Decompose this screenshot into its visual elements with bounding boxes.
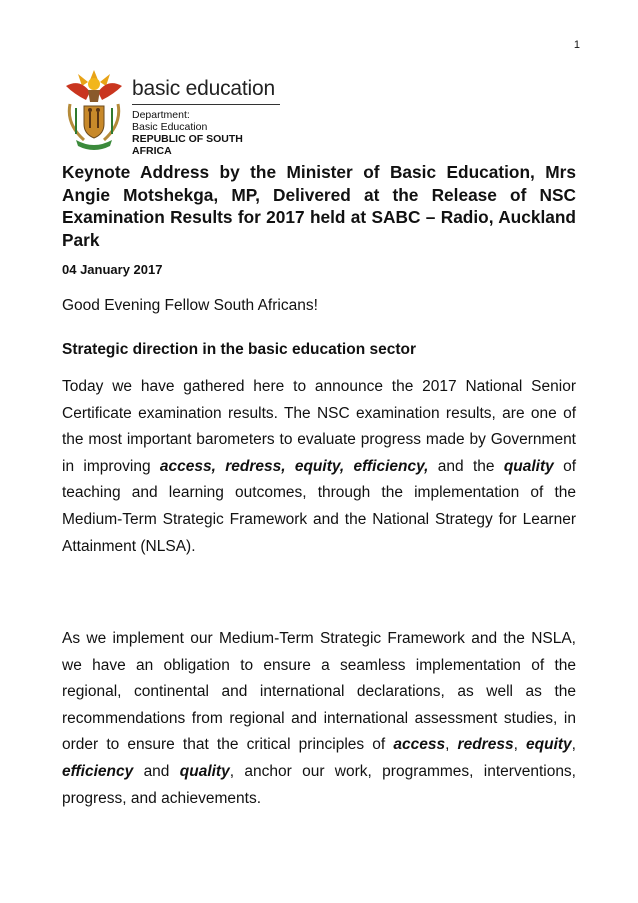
paragraph-2-text-1: As we implement our Medium-Term Strategic Framework and the NSLA, we have an obligation to ensure a seamless implementation of the regional, continental and international declarations, as well as the recommendations from regional and international assessment studies, in order to ensure that the critical principles of (62, 630, 576, 754)
paragraph-1-text-2: and the (428, 457, 504, 475)
section-heading: Strategic direction in the basic education sector (62, 341, 417, 358)
brand-line-republic: REPUBLIC OF SOUTH AFRICA (132, 133, 243, 157)
brand-line-department: Department: (132, 109, 190, 121)
document-date: 04 January 2017 (62, 262, 163, 277)
department-wordmark (132, 78, 282, 157)
paragraph-1-text-3: of teaching and learning outcomes, through the implementation of the Medium-Term Strategic Framework and the National Strategy for Learner Attainment (NLSA). (62, 457, 576, 555)
page-number: 1 (573, 39, 580, 51)
paragraph-2-text-3: , (513, 736, 527, 754)
coat-of-arms-icon (62, 64, 126, 152)
paragraph-2-text-2: , (445, 736, 458, 754)
paragraph-2 (62, 626, 576, 812)
paragraph-1 (62, 374, 576, 560)
paragraph-2-emphasis-efficiency: efficiency (62, 762, 134, 780)
document-title: Keynote Address by the Minister of Basic Education, Mrs Angie Motshekga, MP, Delivered at the Release of NSC Examination Results for 2017 held at SABC – Radio, Auckland Park (62, 162, 576, 250)
brand-title: basic education (132, 77, 275, 100)
department-logo (62, 64, 282, 157)
paragraph-2-text-5: and (133, 762, 180, 780)
paragraph-1-emphasis-2: quality (503, 457, 554, 475)
paragraph-2-text-6: , anchor our work, programmes, interventions, progress, and achievements. (62, 762, 576, 807)
brand-divider (132, 104, 280, 105)
paragraph-2-text-4: , (571, 736, 576, 754)
paragraph-2-emphasis-quality: quality (179, 762, 230, 780)
paragraph-2-emphasis-access: access (393, 736, 446, 754)
paragraph-2-emphasis-redress: redress (457, 736, 514, 754)
paragraph-1-emphasis-1: access, redress, equity, efficiency, (159, 457, 429, 475)
greeting: Good Evening Fellow South Africans! (62, 297, 318, 314)
brand-line-basic-education: Basic Education (132, 121, 208, 133)
paragraph-1-text-1: Today we have gathered here to announce the 2017 National Senior Certificate examination results. The NSC examination results, are one of the most important barometers to evaluate progress made by Government in improving (62, 378, 576, 475)
paragraph-2-emphasis-equity: equity (526, 736, 572, 754)
